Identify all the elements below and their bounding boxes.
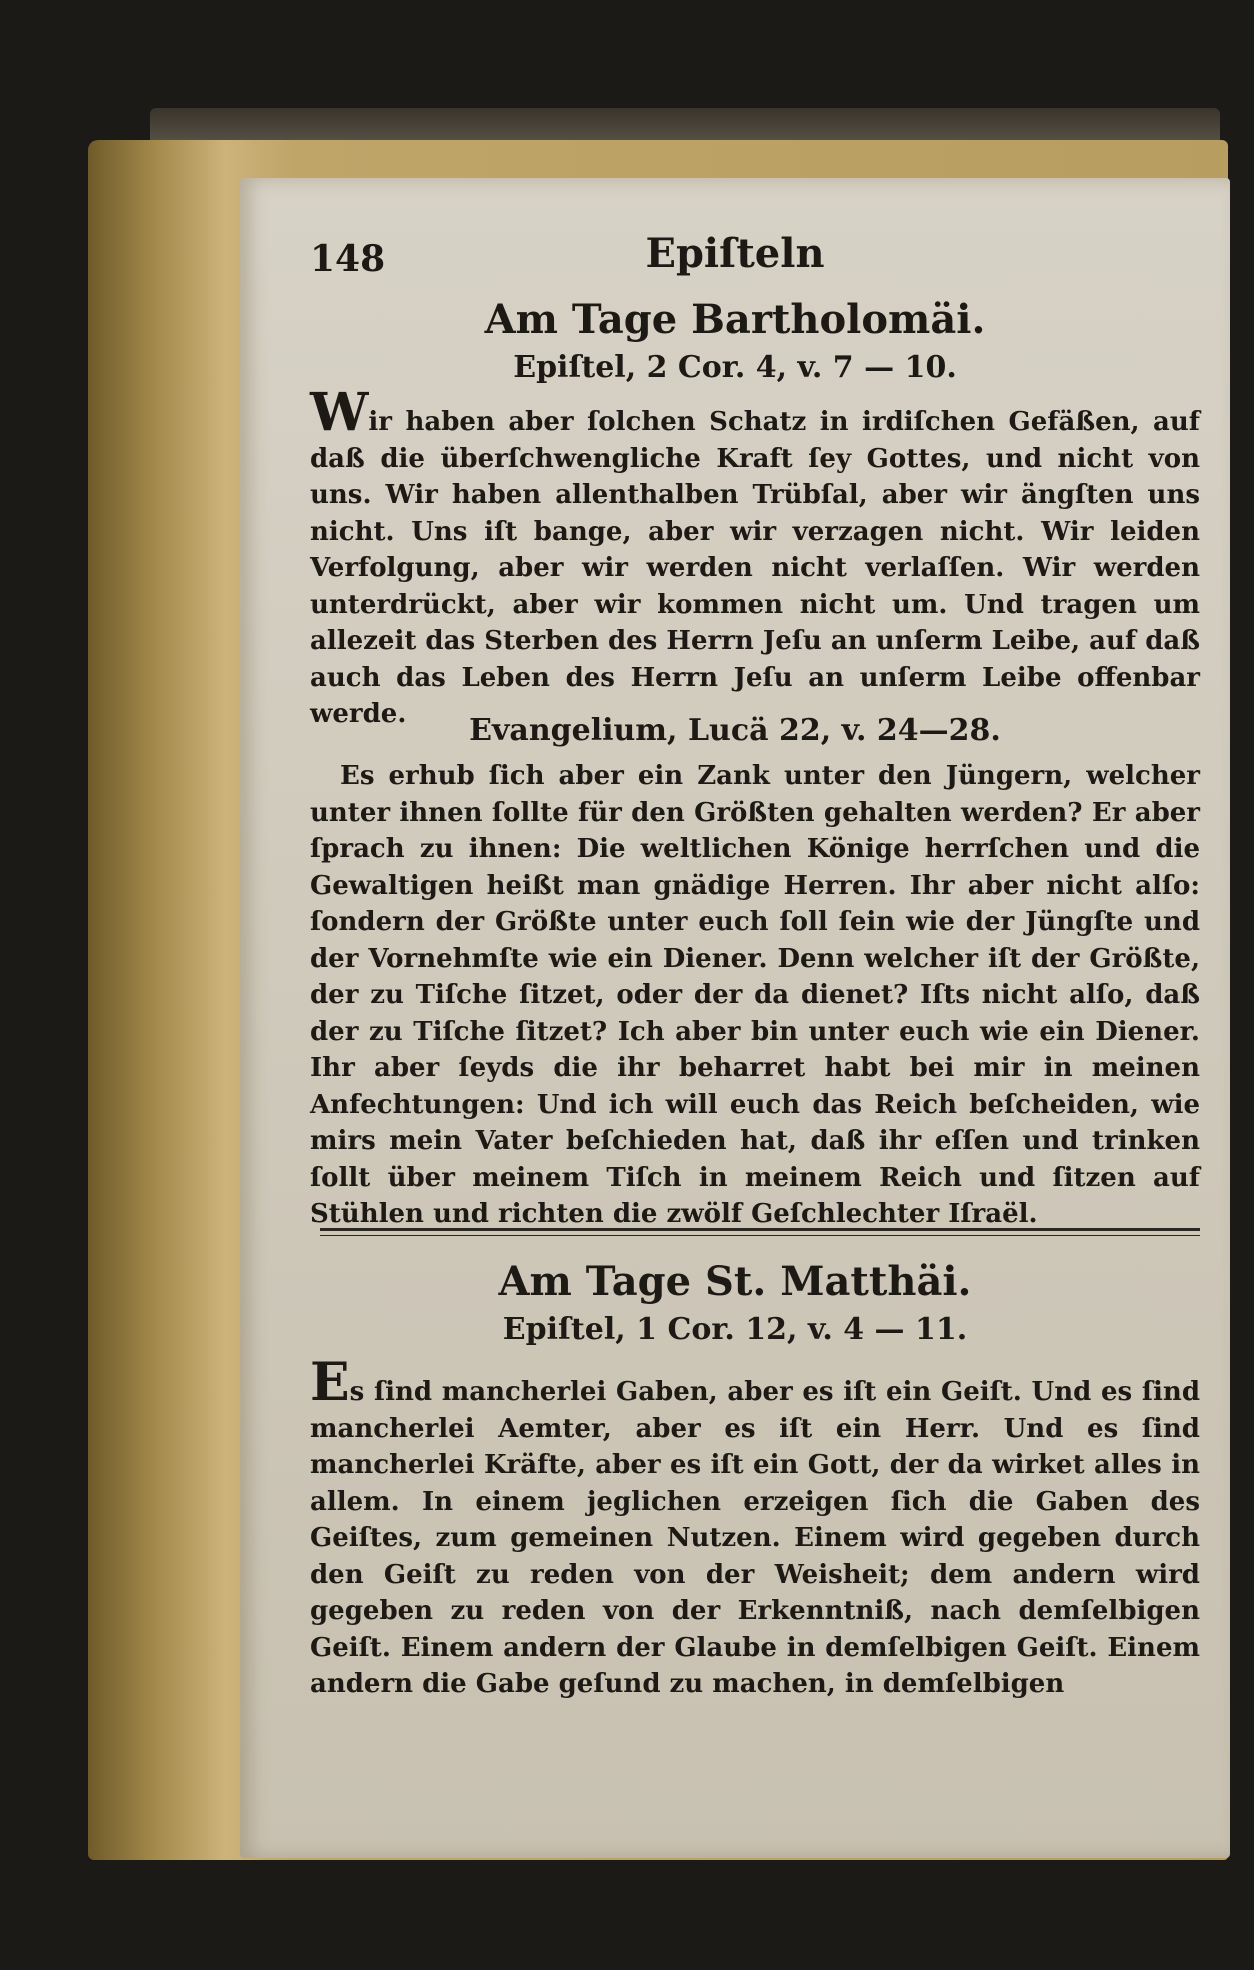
section-1-gospel-reference: Evangelium, Lucä 22, v. 24—28. <box>469 713 1001 748</box>
section-2-initial: E <box>310 1352 350 1413</box>
section-1-reference: Epiſtel, 2 Cor. 4, v. 7 — 10. <box>513 350 957 385</box>
section-1-initial: W <box>310 382 369 443</box>
section-2-epistle-body: s ſind mancherlei Gaben, aber es iſt ein Geiſt. Und es ſind mancherlei Aemter, aber es iſt ein Herr. Und es ſind mancherlei Kräfte, aber es iſt ein Gott, der da wirket alles in allem. In einem jeglichen erzeigen ſich die Gaben des Geiſtes, zum gemeinen Nutzen. Einem wird gegeben durch den Geiſt zu reden von der Weisheit; dem andern wird gegeben zu reden von der Erkenntniß, nach demſelbigen Geiſt. Einem andern der Glaube in demſelbigen Geiſt. Einem andern die Gabe geſund zu machen, in demſelbigen <box>310 1377 1200 1699</box>
section-1-epistle-body: ir haben aber ſolchen Schatz in irdiſchen Gefäßen, auf daß die überſchwengliche Kraft ſey Gottes, und nicht von uns. Wir haben allenthalben Trübſal, aber wir ängſten uns nicht. Uns iſt bange, aber wir verzagen nicht. Wir leiden Verfolgung, aber wir werden nicht verlaſſen. Wir werden unterdrückt, aber wir kommen nicht um. Und tragen um allezeit das Sterben des Herrn Jeſu an unſerm Leibe, auf daß auch das Leben des Herrn Jeſu an unſerm Leibe offenbar werde. <box>310 407 1200 729</box>
section-2-heading: Am Tage St. Matthäi. <box>498 1258 972 1305</box>
section-2-epistle-text <box>310 1352 1200 1703</box>
section-1-gospel-text: Es erhub ſich aber ein Zank unter den Jüngern, welcher unter ihnen ſollte für den Größten gehalten werden? Er aber ſprach zu ihnen: Die weltlichen Könige herrſchen und die Gewaltigen heißt man gnädige Herren. Ihr aber nicht alſo: ſondern der Größte unter euch ſoll ſein wie der Jüngſte und der Vornehmſte wie ein Diener. Denn welcher iſt der Größte, der zu Tiſche ſitzet, oder der da dienet? Iſts nicht alſo, daß der zu Tiſche ſitzet? Ich aber bin unter euch wie ein Diener. Ihr aber ſeyds die ihr beharret habt bei mir in meinen Anfechtungen: Und ich will euch das Reich beſcheiden, wie mirs mein Vater beſchieden hat, daß ihr eſſen und trinken ſollt über meinem Tiſch in meinem Reich und ſitzen auf Stühlen und richten die zwölf Geſchlechter Iſraël. <box>310 761 1200 1229</box>
section-1-heading: Am Tage Bartholomäi. <box>484 296 986 343</box>
running-title: Epiſteln <box>645 230 825 277</box>
book-page <box>240 178 1230 1858</box>
section-1-epistle-text <box>310 382 1200 733</box>
section-separator <box>320 1228 1200 1236</box>
page-number: 148 <box>310 238 386 280</box>
section-2-reference: Epiſtel, 1 Cor. 12, v. 4 — 11. <box>502 1312 968 1347</box>
